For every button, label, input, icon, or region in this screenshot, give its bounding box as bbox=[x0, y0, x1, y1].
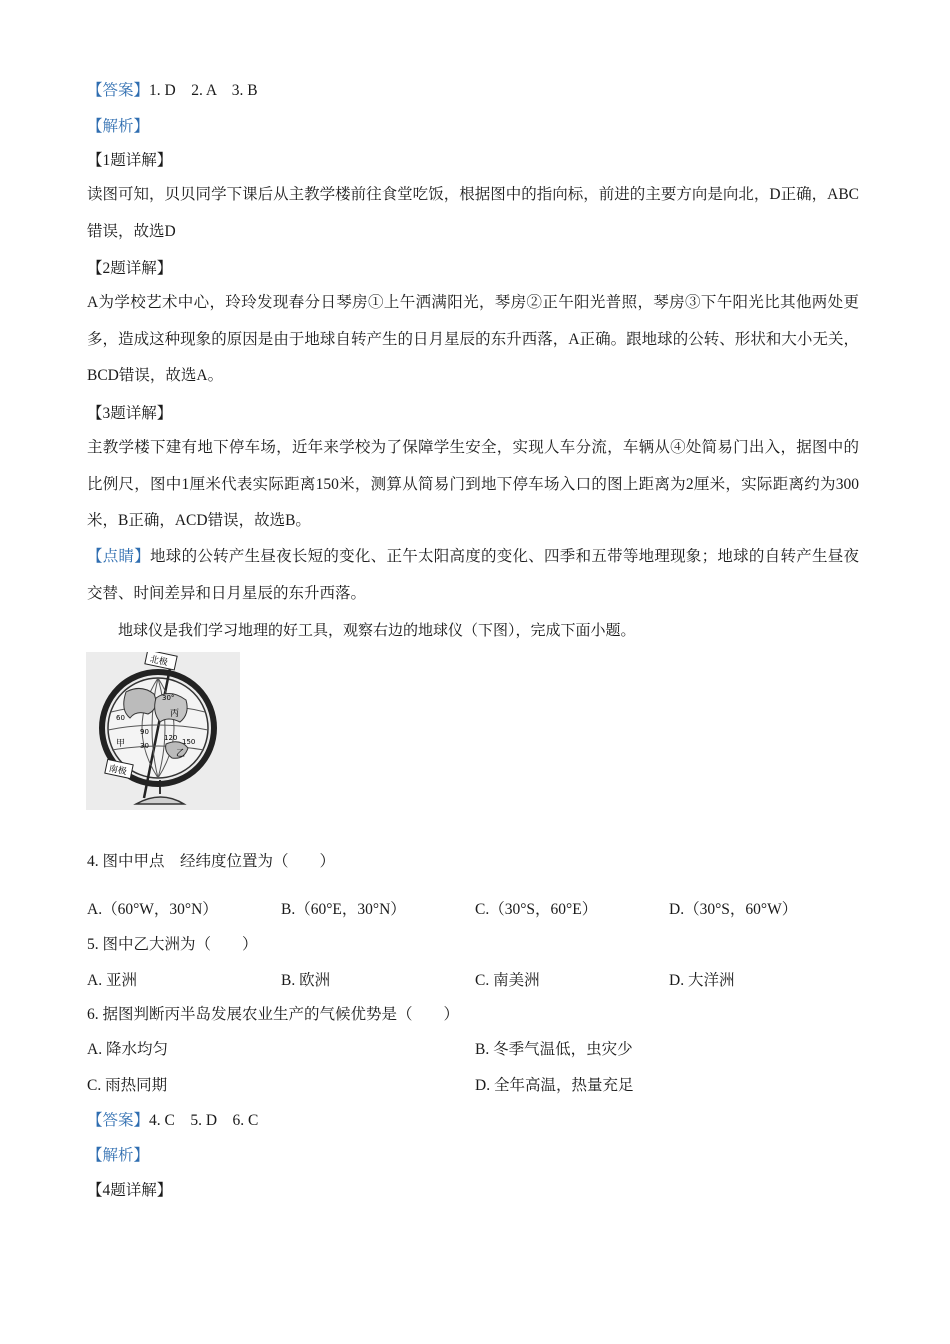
question-stem: 地球仪是我们学习地理的好工具，观察右边的地球仪（下图），完成下面小题。 bbox=[118, 621, 636, 639]
answer-line-1 bbox=[87, 81, 258, 101]
answer-tag-2: 【答案】 bbox=[87, 1112, 150, 1129]
q4-option-a: A.（60°W，30°N） bbox=[87, 901, 218, 918]
tip-text: 地球的公转产生昼夜长短的变化、正午太阳高度的变化、四季和五带等地理现象；地球的自转产生昼夜交替、时间差异和日月星辰的东升西落。 bbox=[87, 548, 859, 602]
q1-detail-body: 读图可知，贝贝同学下课后从主教学楼前往食堂吃饭，根据图中的指向标，前进的主要方向是向北，D正确，ABC错误，故选D bbox=[87, 186, 859, 240]
q4-stem: 4. 图中甲点 经纬度位置为（ ） bbox=[87, 853, 336, 870]
globe-label-bing: 丙 bbox=[170, 709, 180, 719]
globe-label-jia: 甲 bbox=[116, 739, 126, 749]
q4-detail-heading: 【4题详解】 bbox=[87, 1182, 173, 1199]
globe-label-30s: 30 bbox=[140, 742, 149, 750]
q2-detail-heading: 【2题详解】 bbox=[87, 260, 173, 277]
q3-detail-heading: 【3题详解】 bbox=[87, 405, 173, 422]
globe-label-yi: 乙 bbox=[176, 749, 186, 759]
answer-tag: 【答案】 bbox=[87, 82, 150, 99]
analysis-tag-1: 【解析】 bbox=[87, 118, 150, 135]
globe-label-north-pole: 北极 bbox=[148, 654, 169, 669]
globe-label-150: 150 bbox=[182, 738, 196, 746]
q5-option-b: B. 欧洲 bbox=[281, 972, 331, 989]
answer-text: 1. D 2. A 3. B bbox=[149, 82, 258, 99]
tip-tag: 【点睛】 bbox=[87, 548, 151, 565]
q6-option-c: C. 雨热同期 bbox=[87, 1077, 168, 1094]
answer-text-2: 4. C 5. D 6. C bbox=[149, 1112, 259, 1129]
globe-illustration bbox=[86, 652, 240, 810]
analysis-tag-2: 【解析】 bbox=[87, 1147, 150, 1164]
q6-stem: 6. 据图判断丙半岛发展农业生产的气候优势是（ ） bbox=[87, 1006, 460, 1023]
globe-label-120: 120 bbox=[164, 734, 178, 742]
tip-paragraph bbox=[87, 539, 859, 612]
globe-label-30n: 30° bbox=[162, 694, 175, 702]
globe-label-60: 60 bbox=[116, 714, 125, 722]
q5-option-a: A. 亚洲 bbox=[87, 972, 137, 989]
q4-option-b: B.（60°E，30°N） bbox=[281, 901, 406, 918]
q5-option-c: C. 南美洲 bbox=[475, 972, 540, 989]
globe-label-south-pole: 南极 bbox=[107, 763, 128, 778]
q6-option-b: B. 冬季气温低，虫灾少 bbox=[475, 1041, 633, 1058]
globe-label-90: 90 bbox=[140, 728, 149, 736]
q2-detail-body: A为学校艺术中心，玲玲发现春分日琴房①上午洒满阳光，琴房②正午阳光普照，琴房③下午阳光比其他两处更多，造成这种现象的原因是由于地球自转产生的日月星辰的东升西落，A正确。跟地球的公转、形状和大小无关，BCD错误，故选A。 bbox=[87, 294, 859, 384]
q3-detail-body: 主教学楼下建有地下停车场，近年来学校为了保障学生安全，实现人车分流，车辆从④处简易门出入，据图中的比例尺，图中1厘米代表实际距离150米，测算从简易门到地下停车场入口的图上距离为2厘米，实际距离约为300米，B正确，ACD错误，故选B。 bbox=[87, 439, 859, 529]
globe-image bbox=[86, 652, 240, 810]
answer-line-2 bbox=[87, 1111, 258, 1131]
q6-option-a: A. 降水均匀 bbox=[87, 1041, 168, 1058]
q1-detail-heading: 【1题详解】 bbox=[87, 152, 173, 169]
q4-option-d: D.（30°S，60°W） bbox=[669, 901, 798, 918]
q5-option-d: D. 大洋洲 bbox=[669, 972, 735, 989]
q6-option-d: D. 全年高温，热量充足 bbox=[475, 1077, 634, 1094]
q5-stem: 5. 图中乙大洲为（ ） bbox=[87, 936, 258, 953]
q4-option-c: C.（30°S，60°E） bbox=[475, 901, 598, 918]
